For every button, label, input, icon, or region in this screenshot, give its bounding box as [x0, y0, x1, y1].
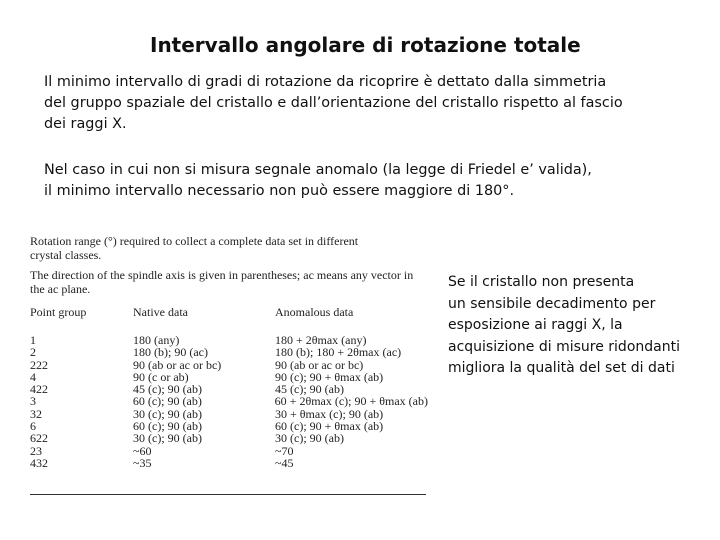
table-cell: 90 (c or ab) [133, 369, 189, 384]
table-cell: 4 [30, 369, 36, 384]
table-note [30, 268, 428, 296]
table-cell: 30 (c); 90 (ab) [133, 406, 202, 421]
table-body [30, 334, 428, 469]
table-cell: 180 (b); 90 (ac) [133, 345, 208, 360]
table-cell: 622 [30, 431, 48, 446]
paragraph-line: dei raggi X. [44, 116, 127, 132]
table-caption-line: crystal classes. [30, 248, 102, 262]
page-title: Intervallo angolare di rotazione totale [150, 33, 581, 57]
paragraph-line: Il minimo intervallo di gradi di rotazione da ricoprire è dettato dalla simmetria [44, 74, 607, 90]
table-row [30, 432, 428, 444]
table-cell: 2 [30, 345, 36, 360]
table-cell: 180 + 2θmax (any) [275, 333, 367, 347]
table-cell: 60 + 2θmax (c); 90 + θmax (ab) [274, 394, 428, 409]
table-cell: 6 [30, 419, 36, 434]
table-caption-line: Rotation range (°) required to collect a complete data set in different [30, 234, 359, 248]
table-cell: 60 (c); 90 (ab) [132, 394, 202, 409]
side-note-line: esposizione ai raggi X, la [448, 317, 623, 334]
table-row [30, 445, 428, 457]
table-cell: ~70 [275, 443, 294, 458]
header-point-group: Point group [30, 305, 87, 319]
paragraph-line: Nel caso in cui non si misura segnale anomalo (la legge di Friedel e’ valida), [44, 162, 592, 178]
table-cell: 222 [30, 357, 48, 372]
table-cell: 30 (c); 90 (ab) [133, 431, 202, 446]
table-row [30, 346, 428, 358]
side-note-line: Se il cristallo non presenta [448, 274, 635, 290]
table-cell: 30 (c); 90 (ab) [275, 431, 344, 446]
table-cell: 45 (c); 90 (ab) [275, 382, 344, 397]
table-row [30, 395, 428, 407]
table-cell: 3 [30, 394, 36, 409]
table-row [30, 420, 428, 432]
table-cell: 432 [30, 455, 48, 470]
table-cell: 32 [30, 406, 42, 421]
table-cell: 45 (c); 90 (ab) [133, 382, 202, 397]
table-row [30, 371, 428, 383]
table-header-row [30, 305, 428, 319]
table-cell: 1 [30, 333, 36, 347]
side-note [448, 272, 713, 380]
table-cell: 90 (ab or ac or bc) [275, 357, 364, 372]
table-cell: 90 (ab or ac or bc) [133, 357, 222, 372]
table-cell: ~45 [275, 455, 294, 470]
table-cell: ~60 [133, 443, 152, 458]
side-note-line: migliora la qualità del set di dati [448, 360, 675, 377]
table-note-line: the ac plane. [30, 282, 91, 296]
table-cell: ~35 [133, 455, 152, 470]
rotation-range-table [30, 234, 428, 469]
table-bottom-rule [30, 494, 426, 495]
header-native-data: Native data [133, 305, 188, 319]
table-cell: 180 (any) [133, 333, 180, 347]
table-cell: 180 (b); 180 + 2θmax (ac) [275, 345, 402, 360]
table-row [30, 457, 428, 469]
table-note-line: The direction of the spindle axis is given in parentheses; ac means any vector in [30, 268, 414, 282]
table-caption [30, 234, 428, 262]
table-cell: 23 [30, 443, 42, 458]
paragraph-line: il minimo intervallo necessario non può essere maggiore di 180°. [44, 183, 515, 199]
table-cell: 60 (c); 90 + θmax (ab) [275, 419, 384, 434]
paragraph-friedel [44, 160, 684, 202]
side-note-line: acquisizione di misure ridondanti [448, 338, 680, 355]
table-cell: 90 (c); 90 + θmax (ab) [275, 369, 384, 384]
table-cell: 422 [30, 382, 48, 397]
paragraph-symmetry [44, 72, 684, 135]
header-anomalous-data: Anomalous data [275, 305, 354, 319]
side-note-line: un sensibile decadimento per [448, 295, 656, 312]
table-cell: 60 (c); 90 (ab) [133, 419, 202, 434]
paragraph-line: del gruppo spaziale del cristallo e dall’orientazione del cristallo rispetto al fascio [44, 95, 623, 111]
table-cell: 30 + θmax (c); 90 (ab) [275, 406, 384, 421]
